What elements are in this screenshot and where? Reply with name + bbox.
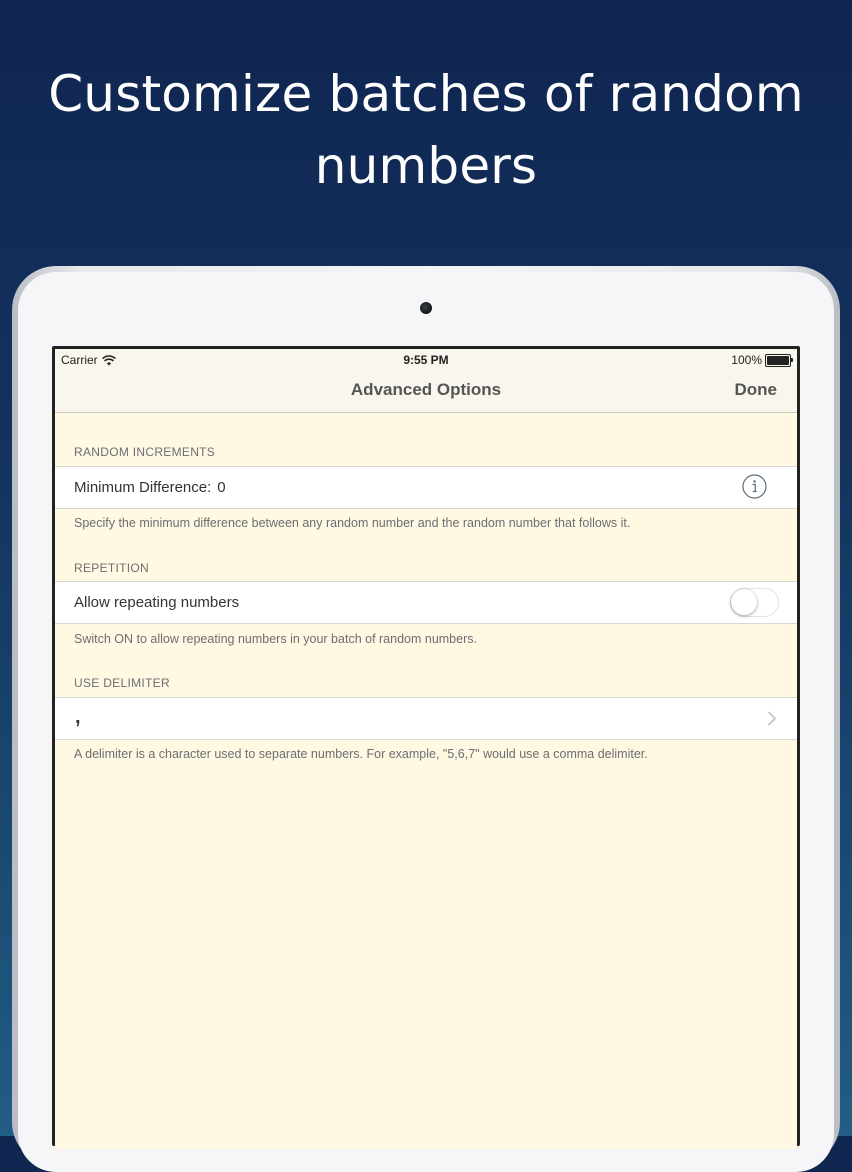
status-battery bbox=[731, 353, 791, 367]
minimum-difference-label-group bbox=[74, 479, 226, 496]
section-header-delimiter: USE DELIMITER bbox=[74, 676, 170, 690]
allow-repeating-cell bbox=[55, 581, 797, 624]
headline bbox=[0, 58, 852, 202]
carrier-label: Carrier bbox=[61, 353, 98, 367]
minimum-difference-value: 0 bbox=[217, 479, 226, 496]
repetition-description: Switch ON to allow repeating numbers in your batch of random numbers. bbox=[74, 632, 477, 646]
delimiter-value: , bbox=[75, 706, 81, 728]
minimum-difference-description: Specify the minimum difference between any random number and the random number that follows it. bbox=[74, 516, 631, 530]
allow-repeating-label: Allow repeating numbers bbox=[74, 594, 240, 611]
minimum-difference-label: Minimum Difference: bbox=[74, 479, 212, 496]
app-screen bbox=[55, 349, 797, 1149]
section-header-random-increments: RANDOM INCREMENTS bbox=[74, 445, 216, 459]
info-icon[interactable] bbox=[742, 474, 767, 499]
section-header-repetition: REPETITION bbox=[74, 561, 150, 575]
toggle-knob bbox=[731, 589, 757, 615]
status-time: 9:55 PM bbox=[403, 353, 449, 367]
battery-percent: 100% bbox=[731, 353, 762, 367]
battery-icon bbox=[765, 354, 791, 367]
chevron-right-icon bbox=[767, 711, 777, 726]
done-button[interactable]: Done bbox=[734, 380, 777, 399]
minimum-difference-cell[interactable] bbox=[55, 466, 797, 509]
headline-line-2: numbers bbox=[314, 137, 538, 195]
delimiter-cell[interactable] bbox=[55, 697, 797, 740]
allow-repeating-toggle[interactable] bbox=[730, 588, 779, 617]
headline-line-1: Customize batches of random bbox=[48, 65, 804, 123]
navigation-bar bbox=[55, 349, 797, 413]
delimiter-description: A delimiter is a character used to separate numbers. For example, "5,6,7" would use a comma delimiter. bbox=[74, 747, 648, 761]
camera-icon bbox=[420, 302, 432, 314]
page-title: Advanced Options bbox=[350, 380, 502, 399]
